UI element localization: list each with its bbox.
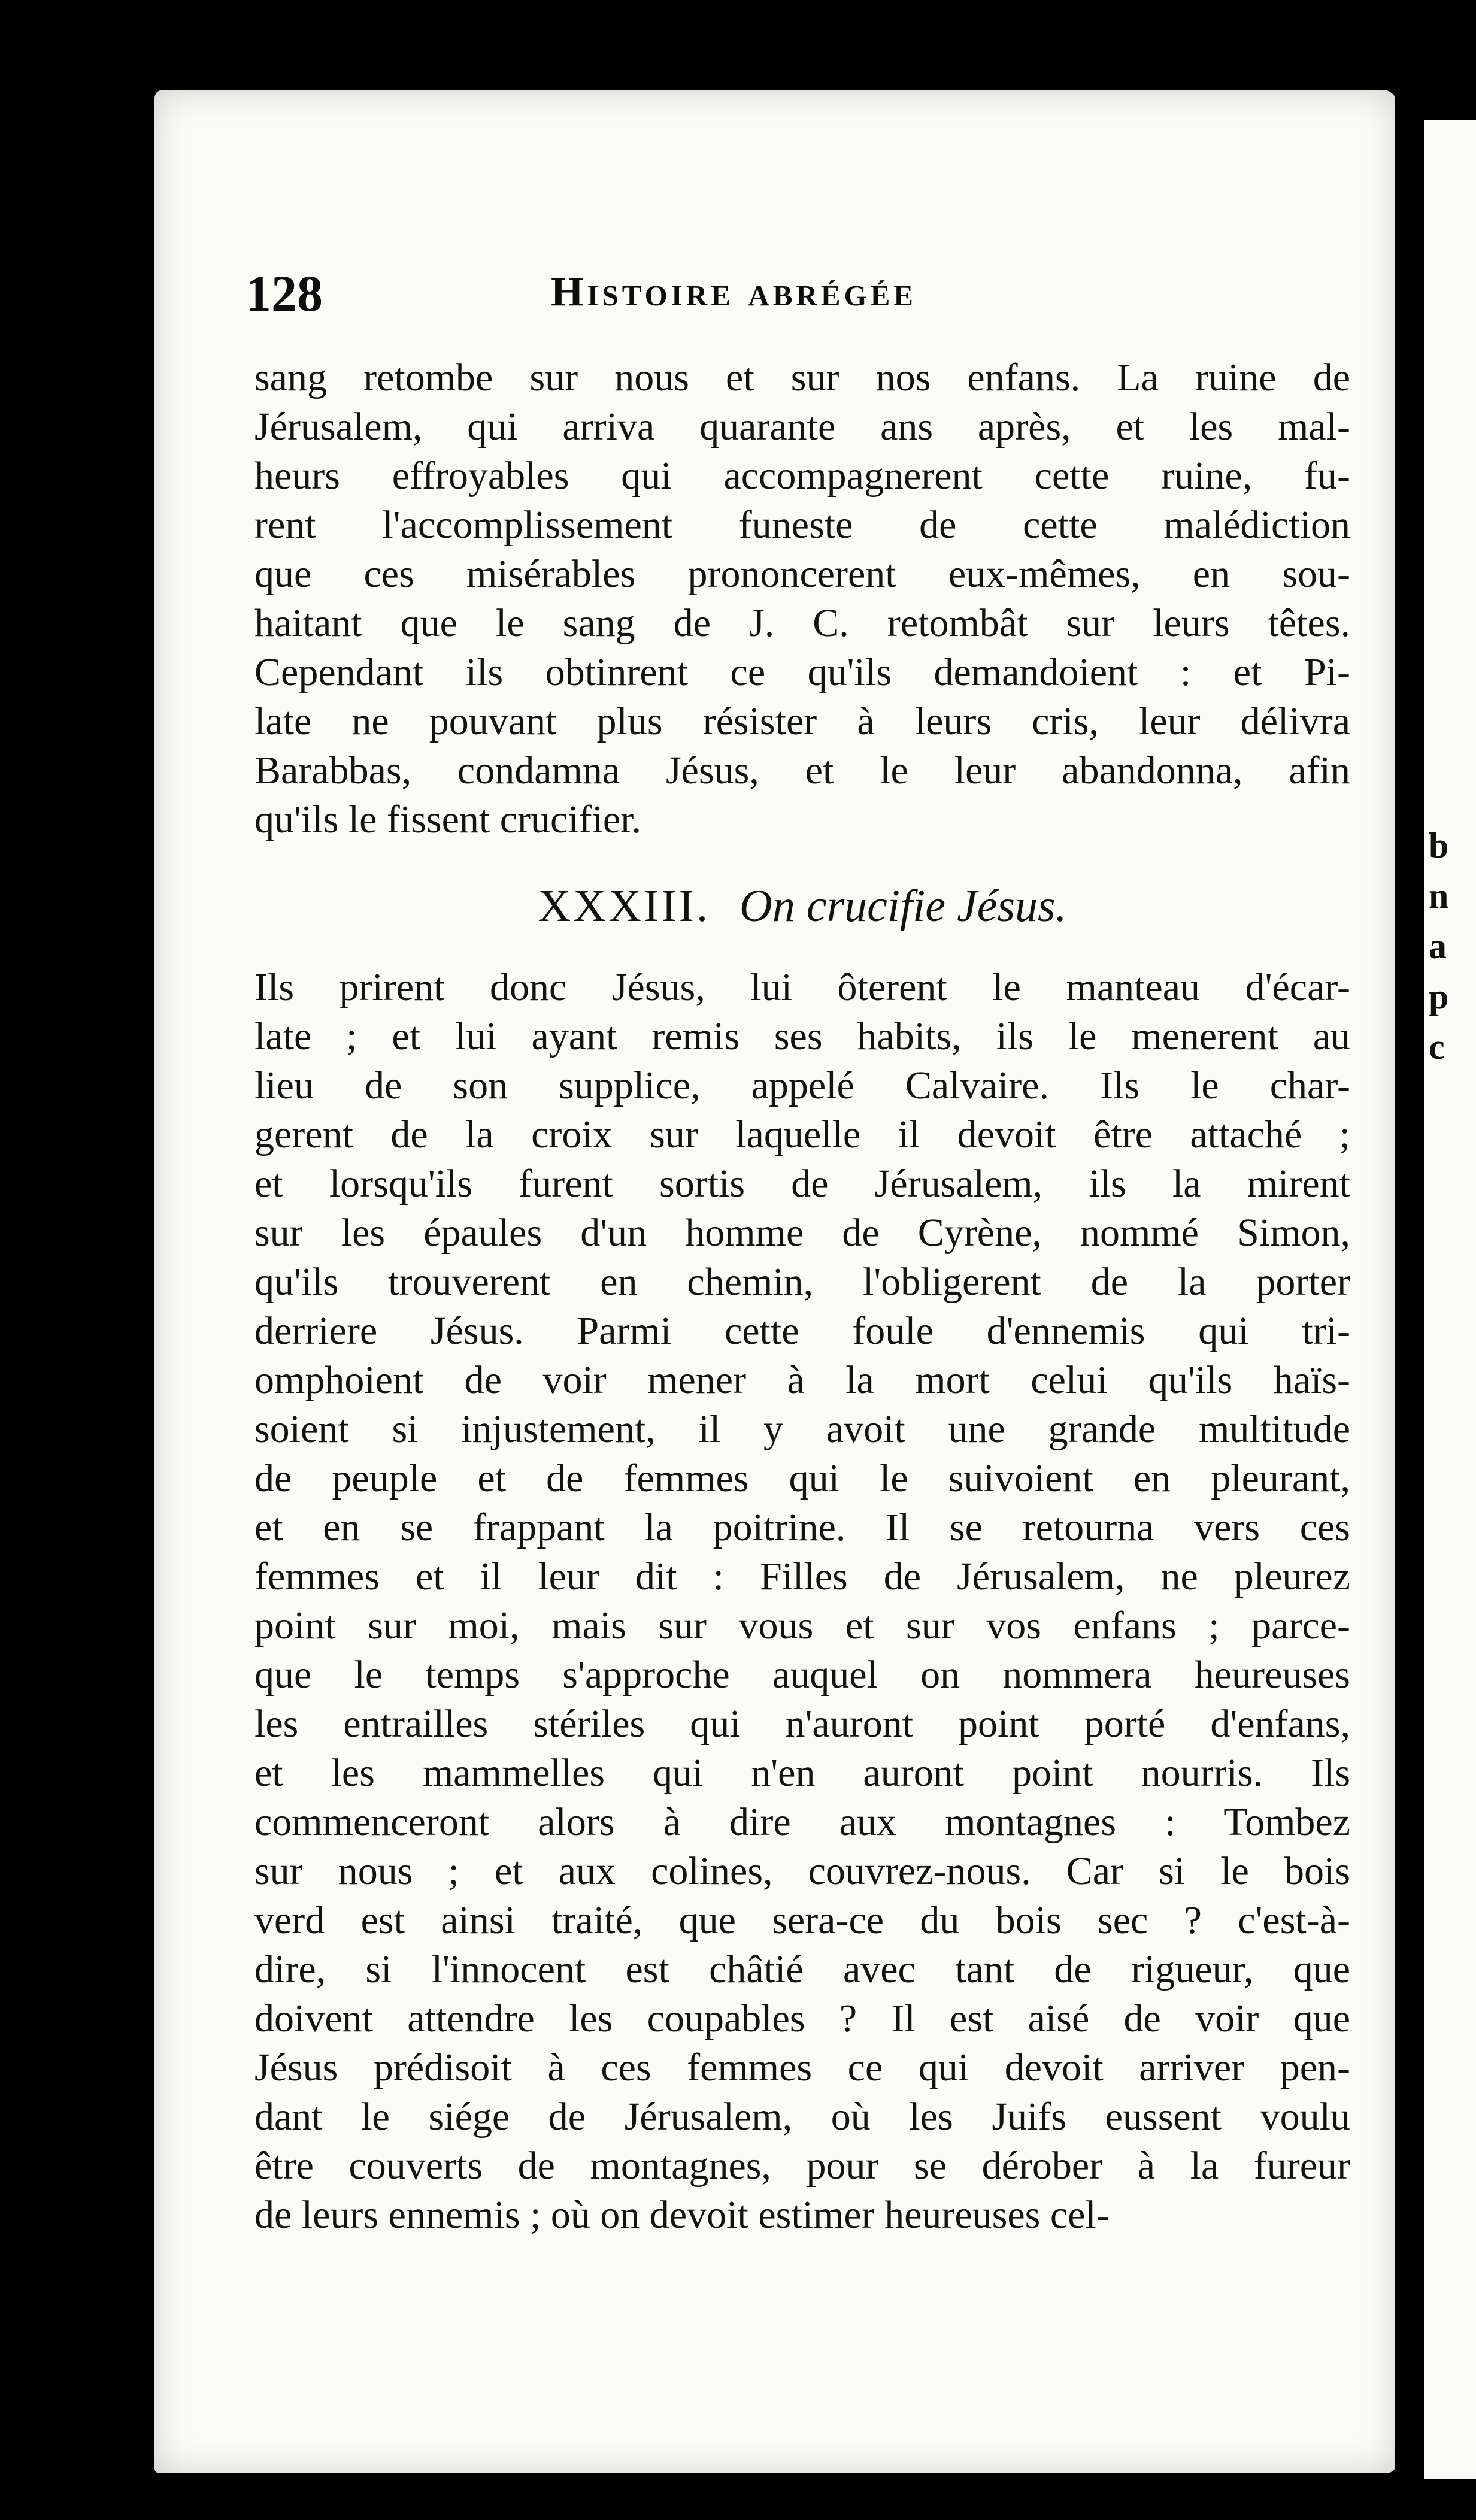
text-line: late ne pouvant plus résister à leurs cris, leur délivra bbox=[254, 699, 1350, 743]
text-line: sur nous ; et aux colines, couvrez-nous. Car si le bois bbox=[254, 1849, 1350, 1893]
text-line: que ces misérables prononcerent eux-mêmes, en sou- bbox=[254, 552, 1350, 596]
chapter-title: On crucifie Jésus. bbox=[739, 881, 1067, 931]
text-line: Ils prirent donc Jésus, lui ôterent le manteau d'écar- bbox=[254, 965, 1350, 1009]
text-line: de peuple et de femmes qui le suivoient en pleurant, bbox=[254, 1456, 1350, 1500]
text-line: Barabbas, condamna Jésus, et le leur abandonna, afin bbox=[254, 749, 1350, 792]
text-line: sur les épaules d'un homme de Cyrène, nommé Simon, bbox=[254, 1211, 1350, 1255]
text-line: Cependant ils obtinrent ce qu'ils demandoient : et Pi- bbox=[254, 650, 1350, 694]
text-line: point sur moi, mais sur vous et sur vos enfans ; parce- bbox=[254, 1604, 1350, 1647]
text-line: et en se frappant la poitrine. Il se retourna vers ces bbox=[254, 1506, 1350, 1549]
chapter-heading bbox=[254, 880, 1350, 946]
text-line: que le temps s'approche auquel on nommera heureuses bbox=[254, 1653, 1350, 1697]
text-line: haitant que le sang de J. C. retombât sur leurs têtes. bbox=[254, 601, 1350, 645]
text-line: de leurs ennemis ; où on devoit estimer heureuses cel- bbox=[254, 2193, 1110, 2237]
text-line: qu'ils trouverent en chemin, l'obligerent de la porter bbox=[254, 1260, 1350, 1304]
text-line: Jérusalem, qui arriva quarante ans après, et les mal- bbox=[254, 405, 1350, 449]
running-title: Histoire abrégée bbox=[551, 269, 917, 315]
text-line: femmes et il leur dit : Filles de Jérusalem, ne pleurez bbox=[254, 1555, 1350, 1598]
facing-letter: p bbox=[1429, 977, 1449, 1016]
facing-letter: a bbox=[1429, 926, 1447, 966]
facing-letter: n bbox=[1429, 876, 1449, 916]
text-line: derriere Jésus. Parmi cette foule d'ennemis qui tri- bbox=[254, 1309, 1350, 1353]
text-line: rent l'accomplissement funeste de cette malédiction bbox=[254, 503, 1350, 547]
text-line: late ; et lui ayant remis ses habits, ils le menerent au bbox=[254, 1014, 1350, 1058]
text-line: gerent de la croix sur laquelle il devoit être attaché ; bbox=[254, 1113, 1350, 1156]
text-line: les entrailles stériles qui n'auront point porté d'enfans, bbox=[254, 1702, 1350, 1746]
paragraph-2 bbox=[254, 963, 1350, 2240]
text-line: dant le siége de Jérusalem, où les Juifs eussent voulu bbox=[254, 2095, 1350, 2139]
text-line: être couverts de montagnes, pour se dérober à la fureur bbox=[254, 2144, 1350, 2188]
text-line: heurs effroyables qui accompagnerent cette ruine, fu- bbox=[254, 454, 1350, 498]
text-line: commenceront alors à dire aux montagnes : Tombez bbox=[254, 1800, 1350, 1844]
paragraph-1 bbox=[254, 353, 1350, 844]
facing-letter: c bbox=[1429, 1027, 1445, 1067]
text-line: qu'ils le fissent crucifier. bbox=[254, 798, 642, 841]
text-line: Jésus prédisoit à ces femmes ce qui devoit arriver pen- bbox=[254, 2046, 1350, 2089]
text-line: verd est ainsi traité, que sera-ce du bois sec ? c'est-à- bbox=[254, 1898, 1350, 1942]
text-line: dire, si l'innocent est châtié avec tant de rigueur, que bbox=[254, 1947, 1350, 1991]
facing-page-text-fragment bbox=[1429, 820, 1471, 1072]
text-line: omphoient de voir mener à la mort celui qu'ils haïs- bbox=[254, 1358, 1350, 1402]
chapter-number: XXXIII. bbox=[538, 881, 710, 931]
facing-letter: b bbox=[1429, 826, 1449, 865]
page-gutter bbox=[1395, 90, 1424, 2473]
page-number: 128 bbox=[246, 265, 323, 322]
facing-page-edge bbox=[1424, 120, 1476, 2479]
text-line: et lorsqu'ils furent sortis de Jérusalem, ils la mirent bbox=[254, 1162, 1350, 1206]
running-head bbox=[246, 263, 1048, 329]
text-line: lieu de son supplice, appelé Calvaire. Ils le char- bbox=[254, 1064, 1350, 1107]
text-line: et les mammelles qui n'en auront point nourris. Ils bbox=[254, 1751, 1350, 1795]
text-line: doivent attendre les coupables ? Il est aisé de voir que bbox=[254, 1997, 1350, 2040]
text-line: soient si injustement, il y avoit une grande multitude bbox=[254, 1407, 1350, 1451]
text-line: sang retombe sur nous et sur nos enfans. La ruine de bbox=[254, 356, 1350, 399]
